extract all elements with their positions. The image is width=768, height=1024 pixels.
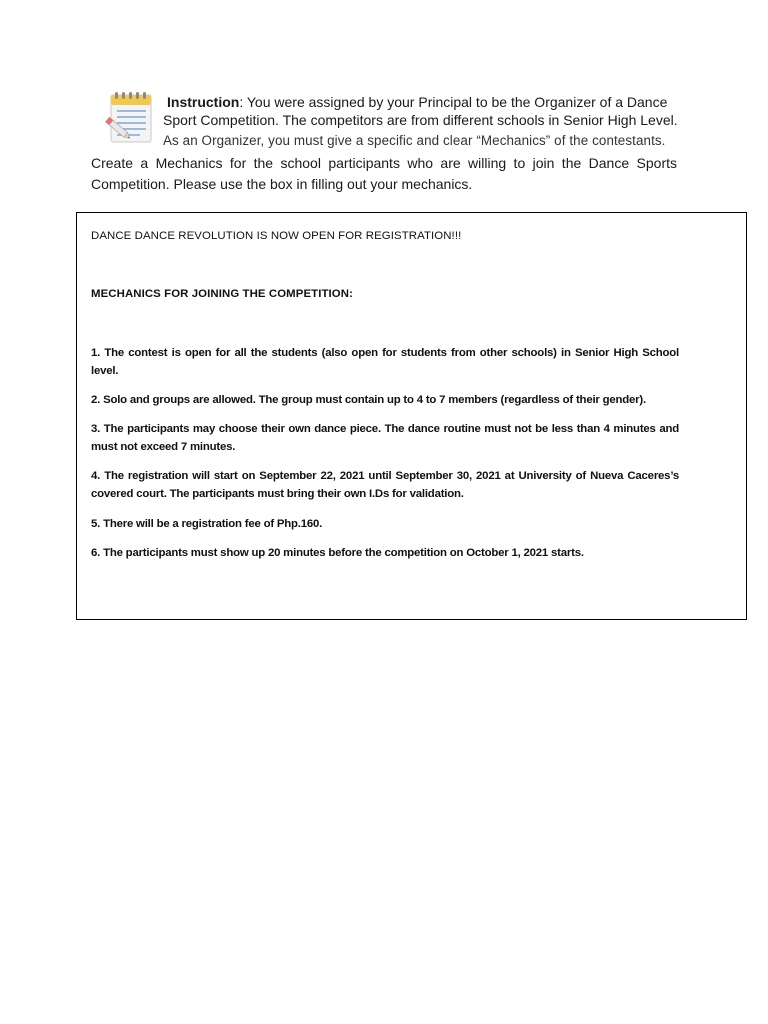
instruction-paragraph: Create a Mechanics for the school participants who are willing to join the Dance Sports Competition. Please use the box in filling out your mechanics. <box>91 155 677 192</box>
mechanics-answer-box <box>76 212 747 620</box>
registration-open-title: DANCE DANCE REVOLUTION IS NOW OPEN FOR REGISTRATION!!! <box>91 230 462 242</box>
mechanics-rule-6: 6. The participants must show up 20 minutes before the competition on October 1, 2021 starts. <box>91 547 584 559</box>
instruction-line-1-text: : You were assigned by your Principal to be the Organizer of a Dance <box>239 94 668 110</box>
mechanics-rule-1: 1. The contest is open for all the students (also open for students from other schools) in Senior High School level. <box>91 347 679 377</box>
mechanics-rule-3: 3. The participants may choose their own dance piece. The dance routine must not be less than 4 minutes and must not exceed 7 minutes. <box>91 423 679 453</box>
instruction-label: Instruction <box>167 94 240 110</box>
mechanics-rule-4: 4. The registration will start on September 22, 2021 until September 30, 2021 at University of Nueva Caceres’s covered court. The participants must bring their own I.Ds for validation. <box>91 470 679 500</box>
instruction-line-2: Sport Competition. The competitors are from different schools in Senior High Level. <box>163 112 678 128</box>
mechanics-title: MECHANICS FOR JOINING THE COMPETITION: <box>91 288 353 300</box>
mechanics-rule-2: 2. Solo and groups are allowed. The group must contain up to 4 to 7 members (regardless of their gender). <box>91 394 646 406</box>
mechanics-rule-5: 5. There will be a registration fee of Php.160. <box>91 518 323 530</box>
notepad-pencil-icon <box>102 90 154 146</box>
instruction-line-3: As an Organizer, you must give a specific and clear “Mechanics” of the contestants. <box>163 133 666 148</box>
instruction-line-1 <box>167 93 667 111</box>
